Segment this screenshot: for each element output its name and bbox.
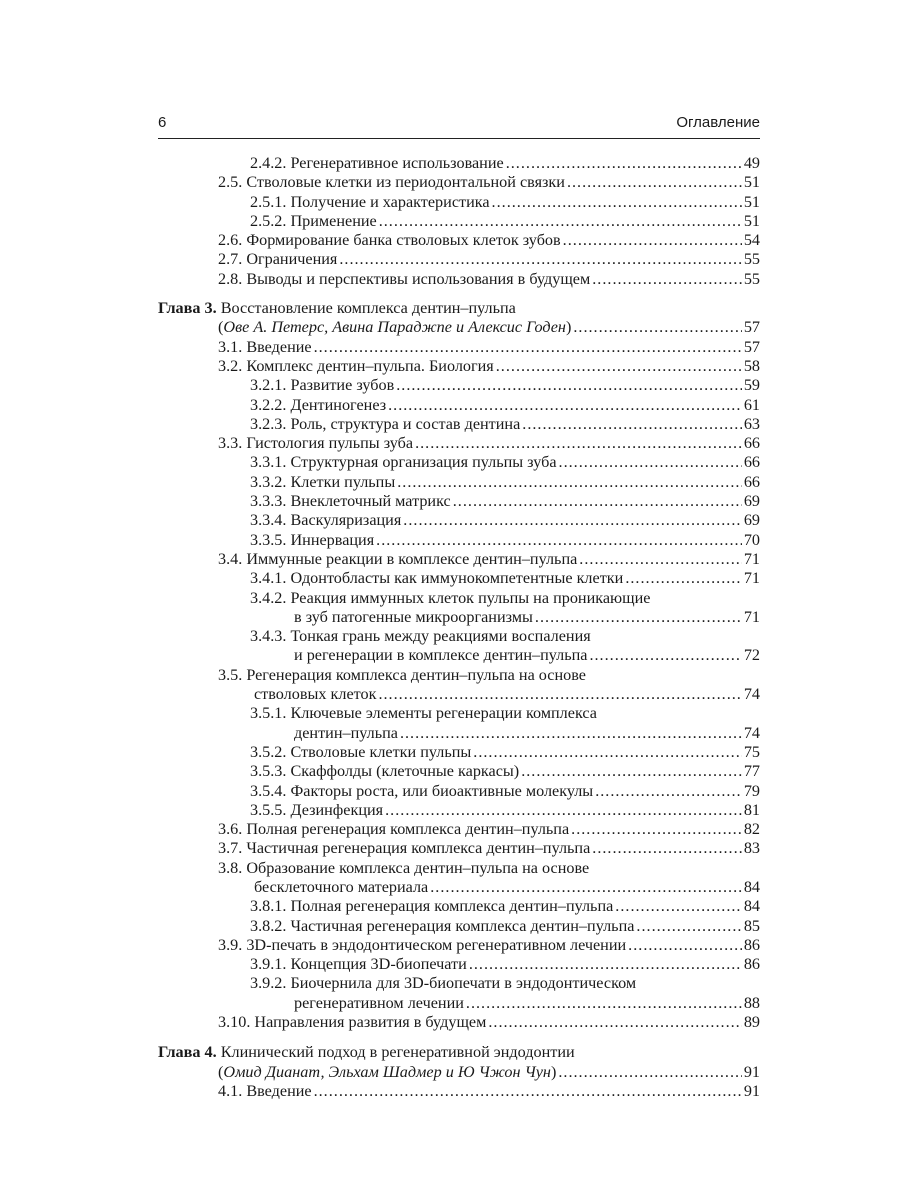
toc-entry[interactable]: 3.3.4. Васкуляризация ..... 69	[158, 511, 760, 530]
toc-entry[interactable]: 3.2.1. Развитие зубов ..... 59	[158, 376, 760, 395]
toc-entry[interactable]: 3.9. 3D-печать в эндодонтическом регенеративном лечении ..... 86	[158, 936, 760, 955]
toc-entry[interactable]: 3.8.1. Полная регенерация комплекса дентин–пульпа ..... 84	[158, 897, 760, 916]
toc-entry-continuation[interactable]: регенеративном лечении ..... 88	[158, 994, 760, 1013]
toc-entry[interactable]: 2.8. Выводы и перспективы использования в будущем ..... 55	[158, 270, 760, 289]
toc-entry[interactable]: 3.5. Регенерация комплекса дентин–пульпа на основе	[218, 665, 586, 684]
toc-entry[interactable]: 3.10. Направления развития в будущем ..... 89	[158, 1013, 760, 1032]
toc-entry[interactable]: 2.7. Ограничения ..... 55	[158, 250, 760, 269]
toc-entry[interactable]: 3.4. Иммунные реакции в комплексе дентин–пульпа ..... 71	[158, 550, 760, 569]
toc-entry[interactable]: 3.4.2. Реакция иммунных клеток пульпы на проникающие	[250, 588, 651, 607]
toc-entry[interactable]: 2.4.2. Регенеративное использование ..... 49	[158, 154, 760, 173]
chapter-heading[interactable]: Глава 4. Клинический подход в регенеративной эндодонтии	[158, 1043, 575, 1062]
toc-entry[interactable]: 3.5.5. Дезинфекция ..... 81	[158, 801, 760, 820]
toc-entry-continuation[interactable]: дентин–пульпа ..... 74	[158, 724, 760, 743]
toc-entry[interactable]: 2.5.2. Применение ..... 51	[158, 212, 760, 231]
toc-entry[interactable]: 3.3.3. Внеклеточный матрикс ..... 69	[158, 492, 760, 511]
toc-entry[interactable]: 3.5.2. Стволовые клетки пульпы ..... 75	[158, 743, 760, 762]
toc-entry[interactable]: 4.1. Введение ..... 91	[158, 1082, 760, 1101]
toc-entry-continuation[interactable]: стволовых клеток ..... 74	[158, 685, 760, 704]
toc-entry[interactable]: 2.5. Стволовые клетки из периодонтальной связки ..... 51	[158, 173, 760, 192]
toc-entry[interactable]: 3.1. Введение ..... 57	[158, 338, 760, 357]
toc-entry-continuation[interactable]: в зуб патогенные микроорганизмы ..... 71	[158, 608, 760, 627]
toc-entry[interactable]: 3.8. Образование комплекса дентин–пульпа на основе	[218, 858, 590, 877]
toc-entry[interactable]: 3.7. Частичная регенерация комплекса дентин–пульпа ..... 83	[158, 839, 760, 858]
table-of-contents	[158, 154, 760, 1101]
toc-entry[interactable]: 3.3.5. Иннервация ..... 70	[158, 531, 760, 550]
toc-entry[interactable]: 3.5.3. Скаффолды (клеточные каркасы) ..... 77	[158, 762, 760, 781]
chapter-authors[interactable]: (Ове А. Петерс, Авина Параджпе и Алексис Годен) ..... 57	[158, 318, 760, 337]
toc-entry[interactable]: 2.6. Формирование банка стволовых клеток зубов ..... 54	[158, 231, 760, 250]
toc-entry[interactable]: 2.5.1. Получение и характеристика ..... 51	[158, 193, 760, 212]
toc-entry[interactable]: 3.8.2. Частичная регенерация комплекса дентин–пульпа ..... 85	[158, 917, 760, 936]
chapter-authors[interactable]: (Омид Дианат, Эльхам Шадмер и Ю Чжон Чун) ..... 91	[158, 1063, 760, 1082]
toc-entry[interactable]: 3.5.4. Факторы роста, или биоактивные молекулы ..... 79	[158, 782, 760, 801]
toc-entry[interactable]: 3.2.3. Роль, структура и состав дентина ..... 63	[158, 415, 760, 434]
toc-entry[interactable]: 3.9.1. Концепция 3D-биопечати ..... 86	[158, 955, 760, 974]
toc-entry[interactable]: 3.2.2. Дентиногенез ..... 61	[158, 396, 760, 415]
toc-entry[interactable]: 3.2. Комплекс дентин–пульпа. Биология ..... 58	[158, 357, 760, 376]
toc-entry-continuation[interactable]: бесклеточного материала ..... 84	[158, 878, 760, 897]
page-number: 6	[158, 114, 167, 131]
toc-entry[interactable]: 3.6. Полная регенерация комплекса дентин–пульпа ..... 82	[158, 820, 760, 839]
running-header	[158, 112, 760, 139]
toc-entry-continuation[interactable]: и регенерации в комплексе дентин–пульпа ..... 72	[158, 646, 760, 665]
chapter-label: Глава 3.	[158, 299, 217, 318]
toc-entry[interactable]: 3.4.1. Одонтобласты как иммунокомпетентные клетки ..... 71	[158, 569, 760, 588]
toc-entry[interactable]: 3.3. Гистология пульпы зуба ..... 66	[158, 434, 760, 453]
toc-entry[interactable]: 3.5.1. Ключевые элементы регенерации комплекса	[250, 704, 597, 723]
toc-entry[interactable]: 3.3.2. Клетки пульпы ..... 66	[158, 473, 760, 492]
toc-entry[interactable]: 3.4.3. Тонкая грань между реакциями воспаления	[250, 627, 591, 646]
chapter-label: Глава 4.	[158, 1043, 217, 1062]
running-title: Оглавление	[676, 114, 760, 131]
toc-entry[interactable]: 3.3.1. Структурная организация пульпы зуба ..... 66	[158, 453, 760, 472]
toc-entry[interactable]: 3.9.2. Биочернила для 3D-биопечати в эндодонтическом	[250, 974, 637, 993]
chapter-heading[interactable]: Глава 3. Восстановление комплекса дентин–пульпа	[158, 299, 516, 318]
